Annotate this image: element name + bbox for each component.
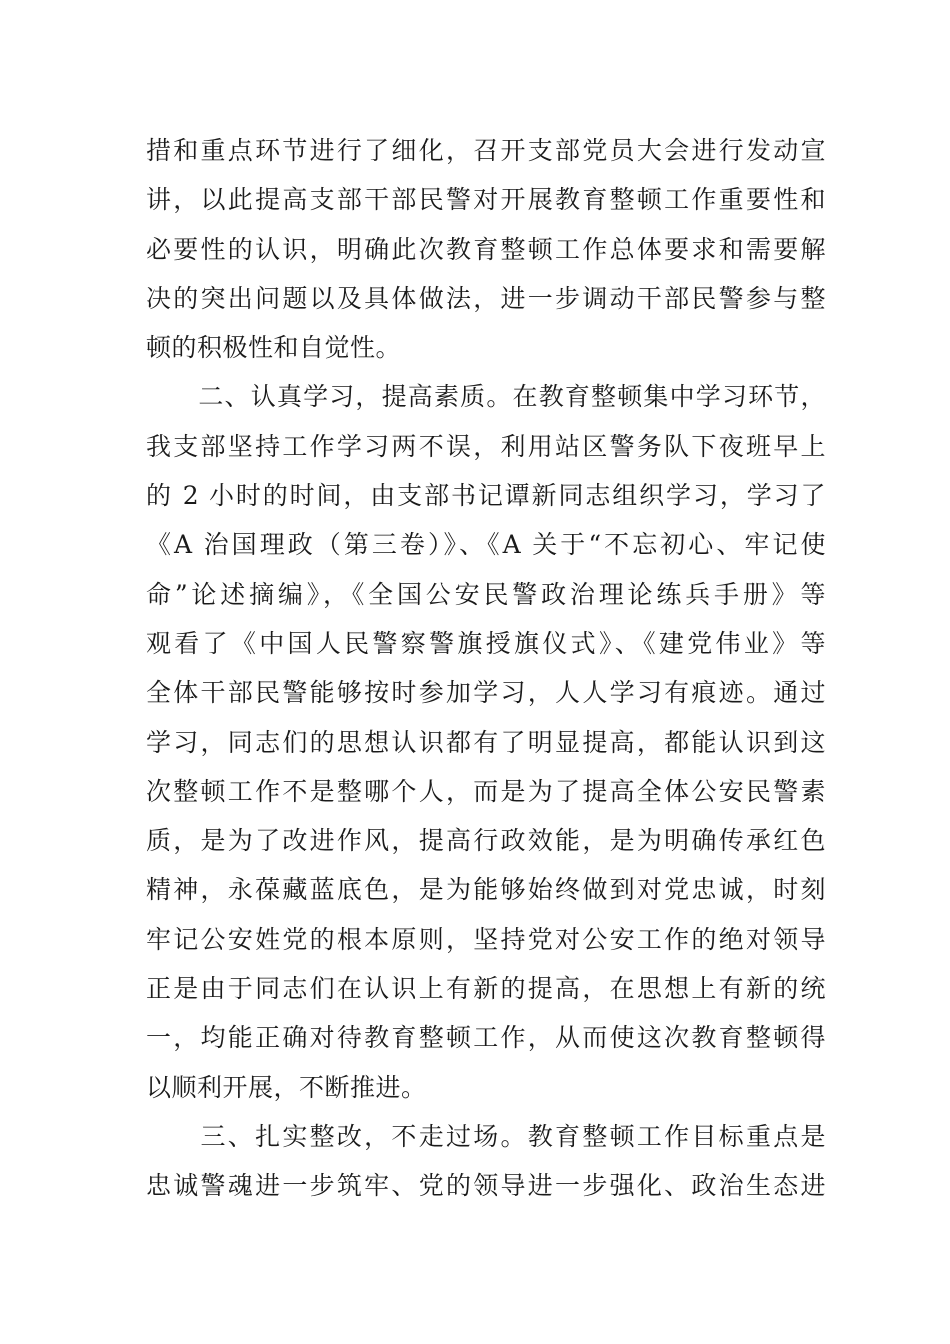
text-line: 措和重点环节进行了细化，召开支部党员大会进行发动宣 bbox=[146, 136, 826, 165]
text-line: 二、认真学习，提高素质。在教育整顿集中学习环节， bbox=[146, 382, 826, 412]
text-line: 精神，永葆藏蓝底色，是为能够始终做到对党忠诚，时刻 bbox=[146, 875, 826, 905]
text-line: 《A 治国理政（第三卷）》、《A 关于“不忘初心、牢记使 bbox=[146, 530, 826, 560]
text-line: 牢记公安姓党的根本原则，坚持党对公安工作的绝对领导 bbox=[146, 924, 826, 954]
text-line: 质，是为了改进作风，提高行政效能，是为明确传承红色 bbox=[146, 826, 826, 856]
text-line: 次整顿工作不是整哪个人，而是为了提高全体公安民警素 bbox=[146, 776, 826, 806]
text-line: 全体干部民警能够按时参加学习，人人学习有痕迹。通过 bbox=[146, 678, 826, 708]
text-line: 观看了《中国人民警察警旗授旗仪式》、《建党伟业》等 bbox=[146, 628, 826, 658]
text-line: 讲，以此提高支部干部民警对开展教育整顿工作重要性和 bbox=[146, 185, 826, 215]
document-body bbox=[146, 126, 826, 1211]
text-line: 三、扎实整改，不走过场。教育整顿工作目标重点是 bbox=[146, 1121, 826, 1151]
text-line: 以顺利开展，不断推进。 bbox=[146, 1072, 427, 1102]
paragraph-1 bbox=[146, 126, 826, 372]
text-line: 忠诚警魂进一步筑牢、党的领导进一步强化、政治生态进 bbox=[146, 1171, 826, 1201]
text-line: 我支部坚持工作学习两不误，利用站区警务队下夜班早上 bbox=[146, 431, 826, 461]
text-line: 正是由于同志们在认识上有新的提高，在思想上有新的统 bbox=[146, 974, 826, 1004]
text-line: 决的突出问题以及具体做法，进一步调动干部民警参与整 bbox=[146, 283, 826, 313]
paragraph-2 bbox=[146, 372, 826, 1111]
text-line: 学习，同志们的思想认识都有了明显提高，都能认识到这 bbox=[146, 727, 826, 757]
paragraph-3 bbox=[146, 1112, 826, 1211]
text-line: 的 2 小时的时间，由支部书记谭新同志组织学习，学习了 bbox=[146, 481, 826, 511]
text-line: 必要性的认识，明确此次教育整顿工作总体要求和需要解 bbox=[146, 234, 826, 264]
text-line: 命”论述摘编》，《全国公安民警政治理论练兵手册》等 bbox=[146, 579, 826, 609]
text-line: 一，均能正确对待教育整顿工作，从而使这次教育整顿得 bbox=[146, 1023, 826, 1053]
text-line: 顿的积极性和自觉性。 bbox=[146, 333, 402, 363]
